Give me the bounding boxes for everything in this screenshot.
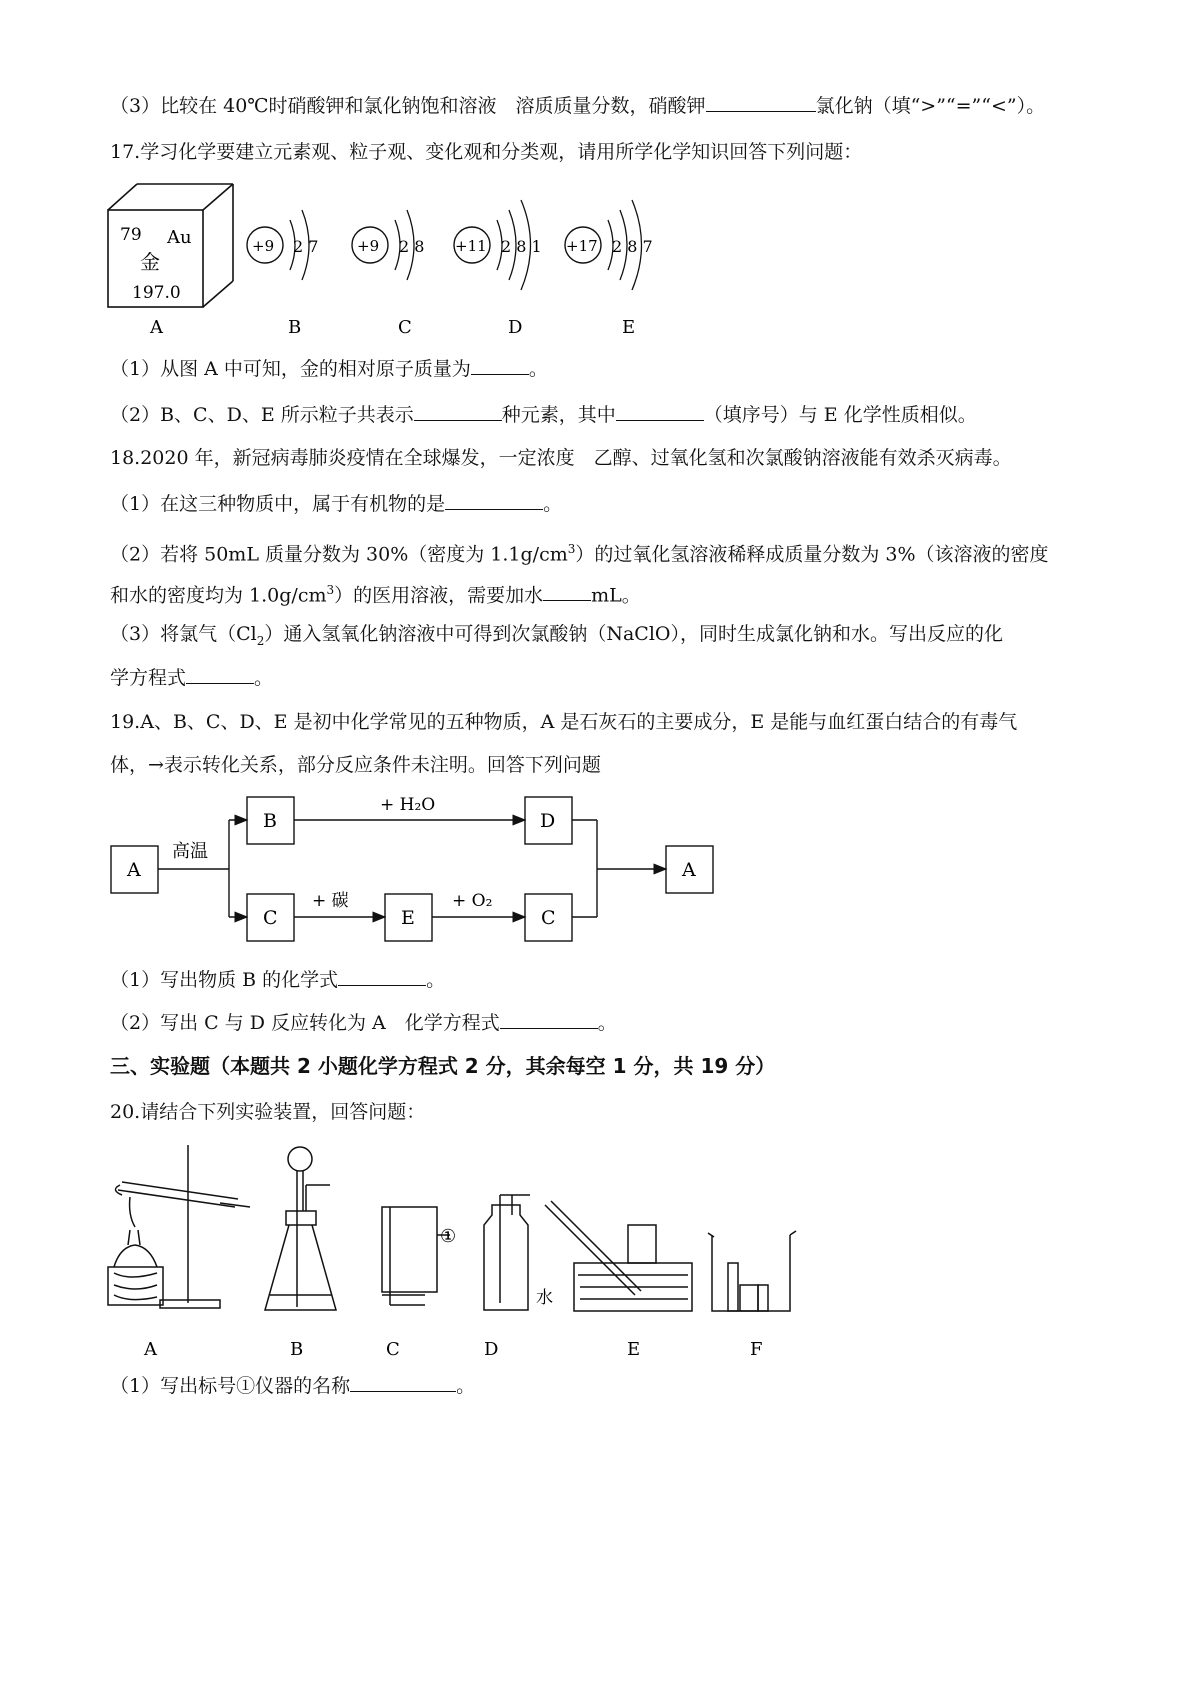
label-f: F xyxy=(750,1339,763,1360)
apparatus-f xyxy=(708,1231,796,1311)
label-c: C xyxy=(386,1339,400,1360)
box-a-end: A xyxy=(682,859,696,881)
atom-c xyxy=(352,210,424,280)
answer-blank[interactable] xyxy=(616,402,704,421)
q19-stem-line2: 体，→表示转化关系，部分反应条件未注明。回答下列问题 xyxy=(110,754,601,776)
answer-blank[interactable] xyxy=(350,1373,456,1392)
answer-blank[interactable] xyxy=(471,356,529,375)
label-e: E xyxy=(622,317,636,338)
label-c: C xyxy=(398,317,412,338)
answer-blank[interactable] xyxy=(543,582,591,601)
answer-blank[interactable] xyxy=(500,1010,598,1029)
answer-blank[interactable] xyxy=(338,967,426,986)
svg-text:2 8 1: 2 8 1 xyxy=(501,237,542,256)
label-a: A xyxy=(144,1339,157,1360)
atomic-mass: 197.0 xyxy=(132,283,181,303)
svg-text:+9: +9 xyxy=(252,237,275,255)
q20-part1: （1）写出标号①仪器的名称 。 xyxy=(110,1375,476,1397)
label-b: B xyxy=(288,317,302,338)
element-symbol: Au xyxy=(167,227,192,248)
condition-carbon: + 碳 xyxy=(312,891,349,911)
q18-part2-line2: 和水的密度均为 $1.0g/cm^3$）的医用溶液，需要加水 mL。 xyxy=(110,583,641,607)
svg-text:+17: +17 xyxy=(566,237,598,255)
condition-heat: 高温 xyxy=(172,841,208,862)
atomic-number: 79 xyxy=(120,225,142,245)
apparatus-c xyxy=(382,1207,450,1305)
q20-apparatus-figure xyxy=(100,1135,820,1365)
section-3-heading: 三、实验题（本题共 2 小题化学方程式 2 分，其余每空 1 分，共 19 分） xyxy=(110,1054,776,1078)
apparatus-a xyxy=(108,1145,250,1308)
box-b: B xyxy=(263,810,277,832)
atom-e xyxy=(565,200,653,290)
q20-stem: 20.请结合下列实验装置，回答问题： xyxy=(110,1101,426,1123)
water-label: 水 xyxy=(536,1288,553,1308)
label-a: A xyxy=(150,317,163,338)
box-d: D xyxy=(540,810,556,832)
box-c-right: C xyxy=(541,907,556,929)
condition-oxygen: + O₂ xyxy=(452,891,493,911)
label-e: E xyxy=(627,1339,641,1360)
q19-part1: （1）写出物质 B 的化学式 。 xyxy=(110,969,446,991)
condition-water: + H₂O xyxy=(380,795,436,815)
svg-text:+11: +11 xyxy=(455,237,487,255)
atom-d xyxy=(454,200,542,290)
box-e: E xyxy=(401,907,415,929)
q16-part3-text: （3）比较在 40℃时硝酸钾和氯化钠饱和溶液 溶质质量分数，硝酸钾 xyxy=(110,95,706,117)
q16-part3 xyxy=(110,93,1045,118)
svg-text:+9: +9 xyxy=(357,237,380,255)
answer-blank[interactable] xyxy=(414,402,502,421)
answer-blank[interactable] xyxy=(445,491,543,510)
box-a-start: A xyxy=(127,859,141,881)
q19-stem-line1: 19.A、B、C、D、E 是初中化学常见的五种物质，A 是石灰石的主要成分，E 是能与血红蛋白结合的有毒气 xyxy=(110,711,1018,733)
label-d: D xyxy=(508,317,523,338)
q18-part3-line2: 学方程式 。 xyxy=(110,667,274,689)
q19-flow-diagram xyxy=(100,788,740,948)
answer-blank[interactable] xyxy=(706,93,816,112)
q17-part1: （1）从图 A 中可知，金的相对原子质量为 。 xyxy=(110,358,548,380)
q16-part3-tail: 氯化钠（填“>”“=”“<”）。 xyxy=(815,95,1046,117)
apparatus-b xyxy=(265,1147,336,1310)
svg-text:2 7: 2 7 xyxy=(293,237,319,256)
q18-part2-line1: （2）若将 50mL 质量分数为 30%（密度为 $1.1g/cm^3$）的过氧化氢溶液稀释成质量分数为 3%（该溶液的密度 xyxy=(110,542,1049,566)
label-d: D xyxy=(484,1339,499,1360)
q17-part2: （2）B、C、D、E 所示粒子共表示 种元素，其中 （填序号）与 E 化学性质相似。 xyxy=(110,404,977,426)
q18-stem: 18.2020 年，新冠病毒肺炎疫情在全球爆发，一定浓度 乙醇、过氧化氢和次氯酸钠溶液能有效杀灭病毒。 xyxy=(110,447,1012,469)
label-b: B xyxy=(290,1339,304,1360)
apparatus-e xyxy=(545,1201,692,1311)
svg-text:2 8: 2 8 xyxy=(399,237,425,256)
atom-b xyxy=(247,210,318,280)
svg-text:2 8 7: 2 8 7 xyxy=(612,237,653,256)
q18-part3-line1: （3）将氯气$(Cl_2)$通入氢氧化钠溶液中可得到次氯酸钠（NaClO），同时生成氯化钠和水。写出反应的化 xyxy=(110,623,1003,648)
answer-blank[interactable] xyxy=(186,665,254,684)
box-c-left: C xyxy=(263,907,278,929)
q18-part1: （1）在这三种物质中，属于有机物的是 。 xyxy=(110,493,563,515)
element-name: 金 xyxy=(140,250,160,274)
q19-part2: （2）写出 C 与 D 反应转化为 A 化学方程式 。 xyxy=(110,1012,617,1034)
apparatus-d xyxy=(484,1195,530,1310)
q17-stem: 17.学习化学要建立元素观、粒子观、变化观和分类观，请用所学化学知识回答下列问题： xyxy=(110,141,863,163)
circle-one-marker: ① xyxy=(440,1226,457,1247)
q17-figure xyxy=(100,178,680,348)
